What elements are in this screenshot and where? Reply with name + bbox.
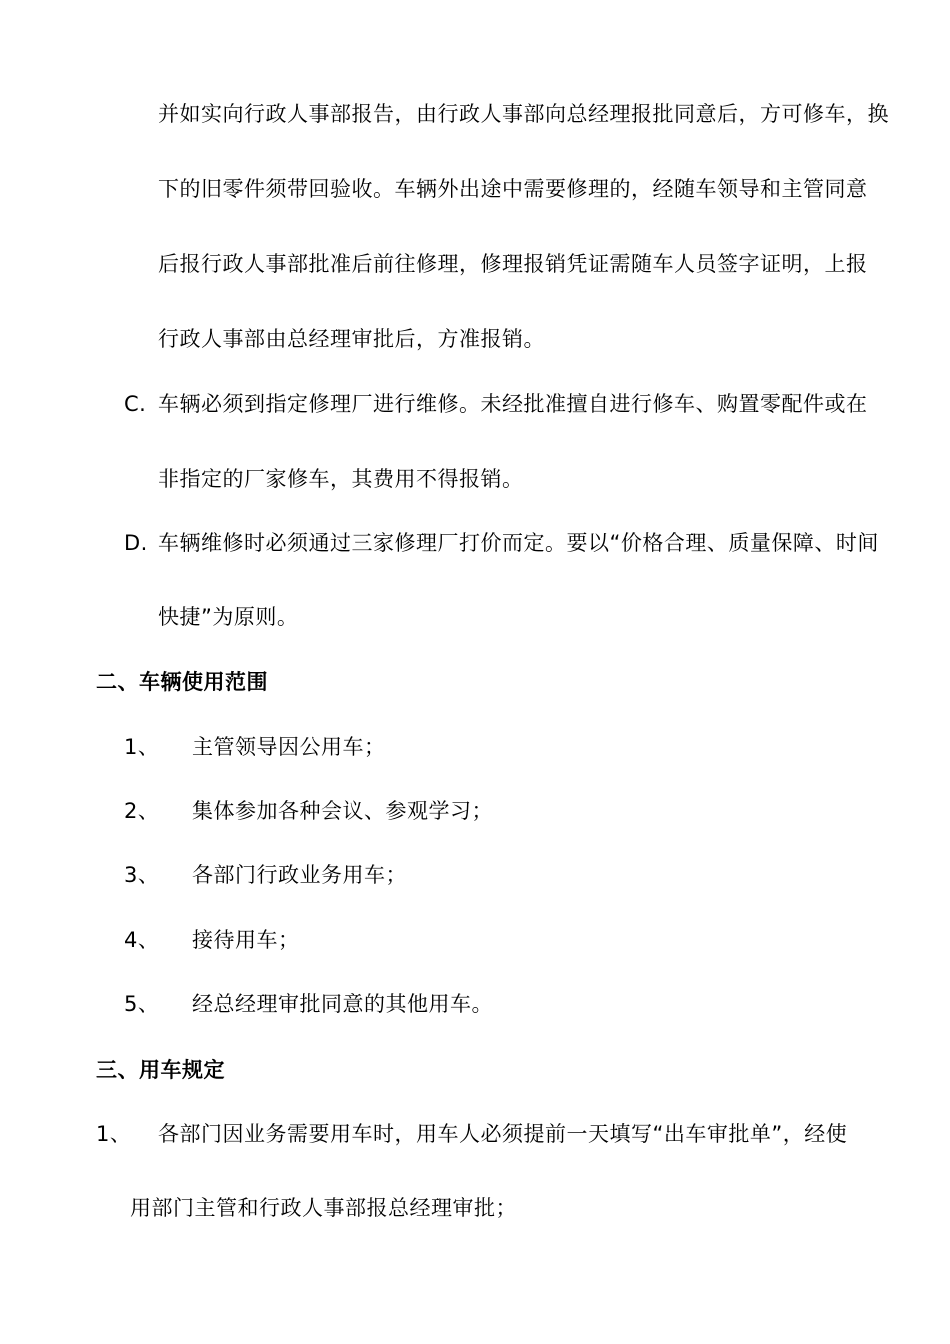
paragraph-line: 车辆必须到指定修理厂进行维修。未经批准擅自进行修车、购置零配件或在 (158, 392, 868, 416)
list-marker: 5、 (124, 992, 160, 1016)
paragraph-line: 非指定的厂家修车，其费用不得报销。 (158, 467, 524, 491)
list-marker-d: D. (124, 531, 148, 555)
paragraph-line: 后报行政人事部批准后前往修理，修理报销凭证需随车人员签字证明，上报 (158, 252, 868, 276)
list-marker: 2、 (124, 799, 160, 823)
paragraph-line: 用部门主管和行政人事部报总经理审批； (130, 1196, 517, 1220)
list-marker: 1、 (124, 735, 160, 759)
list-marker-c: C. (124, 392, 147, 416)
list-item: 集体参加各种会议、参观学习； (192, 799, 493, 823)
list-item: 经总经理审批同意的其他用车。 (192, 992, 493, 1016)
list-item: 接待用车； (192, 928, 300, 952)
list-item: 各部门行政业务用车； (192, 863, 407, 887)
list-marker: 4、 (124, 928, 160, 952)
section-heading: 二、车辆使用范围 (96, 670, 268, 694)
list-marker: 1、 (96, 1122, 132, 1146)
section-heading: 三、用车规定 (96, 1058, 225, 1082)
paragraph-line: 快捷”为原则。 (158, 605, 299, 629)
list-marker: 3、 (124, 863, 160, 887)
list-item: 主管领导因公用车； (192, 735, 386, 759)
paragraph-line: 行政人事部由总经理审批后，方准报销。 (158, 327, 545, 351)
paragraph-line: 车辆维修时必须通过三家修理厂打价而定。要以“价格合理、质量保障、时间 (158, 531, 879, 555)
paragraph-line: 并如实向行政人事部报告，由行政人事部向总经理报批同意后，方可修车，换 (158, 102, 889, 126)
paragraph-line: 各部门因业务需要用车时，用车人必须提前一天填写“出车审批单”，经使 (158, 1122, 848, 1146)
paragraph-line: 下的旧零件须带回验收。车辆外出途中需要修理的，经随车领导和主管同意 (158, 177, 868, 201)
